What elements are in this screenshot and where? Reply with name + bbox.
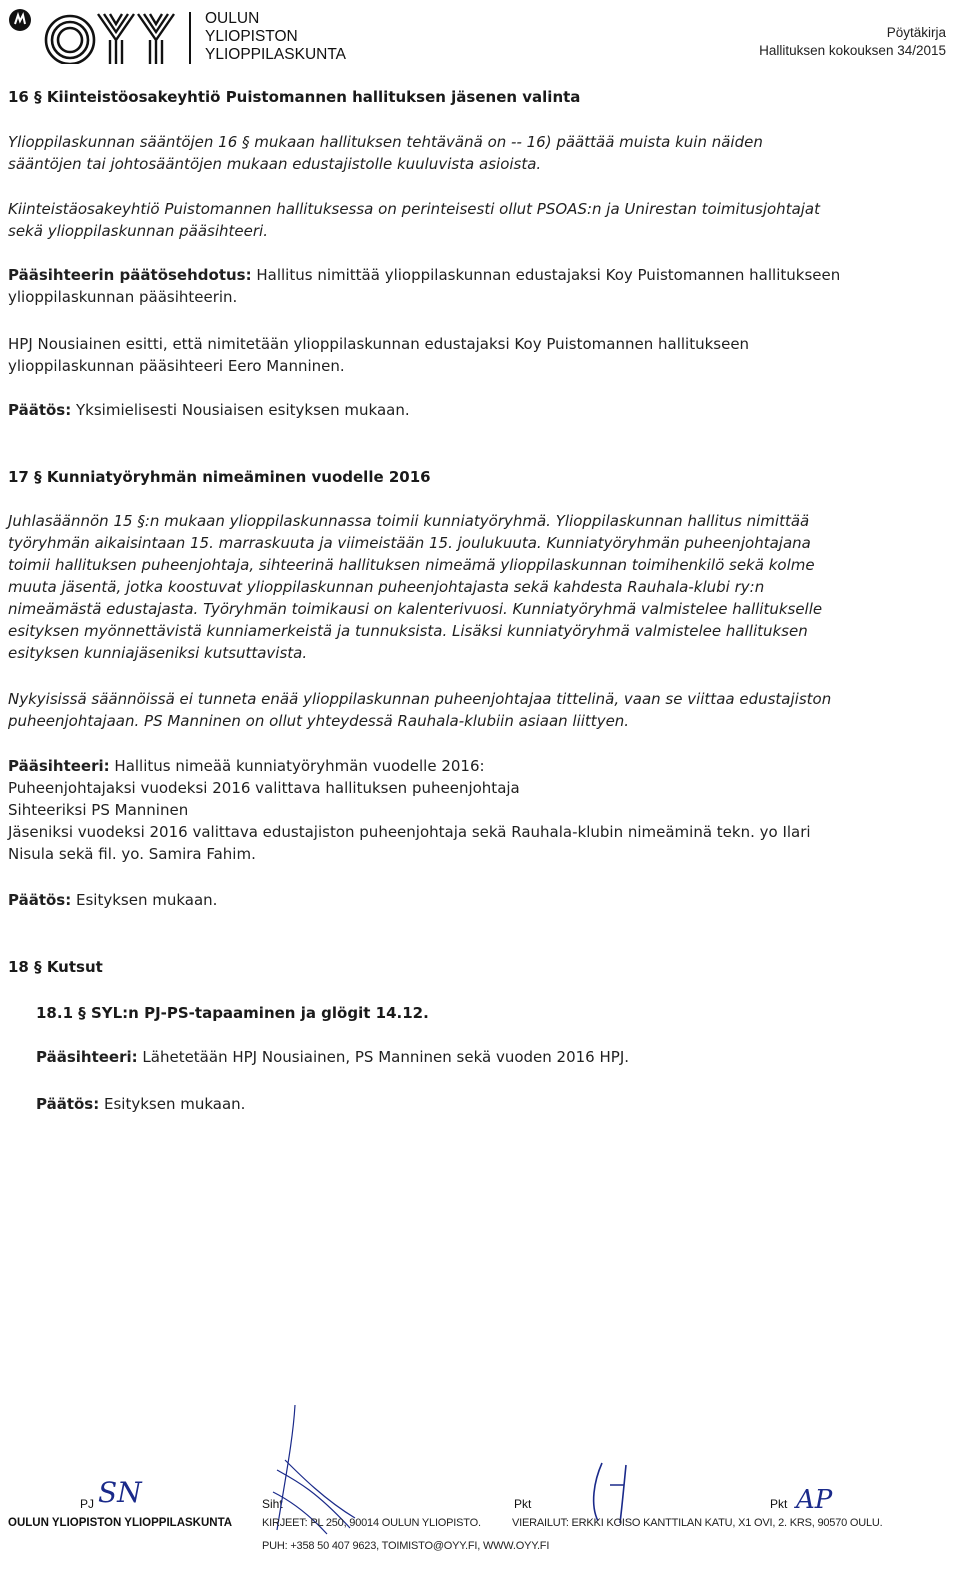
s17-paragraph-1 xyxy=(8,510,940,664)
text-line: muuta jäsentä, jotka koostuvat ylioppilaskunnan puheenjohtajasta sekä kahdesta Rauhala-klubi ry:n xyxy=(8,578,765,596)
section-18-title: 18 § Kutsut xyxy=(8,958,103,976)
footer-contact: PUH: +358 50 407 9623, TOIMISTO@OYY.FI, WWW.OYY.FI xyxy=(262,1540,550,1552)
doc-type: Pöytäkirja xyxy=(886,25,946,40)
s17-decision xyxy=(8,889,940,911)
s17-proposal xyxy=(8,755,940,865)
sig-label-pkt-1: Pkt xyxy=(514,1497,532,1511)
decision-label: Päätös: xyxy=(8,891,72,909)
signature-pj xyxy=(94,1470,164,1510)
text-line: Hallitus nimittää ylioppilaskunnan edustajaksi Koy Puistomannen hallitukseen xyxy=(251,266,841,284)
text-line: nimeämästä edustajasta. Työryhmän toimikausi on kalenterivuosi. Kunniatyöryhmä valmistelee hallitukselle xyxy=(8,600,823,618)
text-line: HPJ Nousiainen esitti, että nimitetään ylioppilaskunnan edustajaksi Koy Puistomannen hallitukseen xyxy=(8,335,750,353)
text-line: Ylioppilaskunnan sääntöjen 16 § mukaan hallituksen tehtävänä on -- 16) päättää muista kuin näiden xyxy=(8,133,763,151)
signature-initials: AP xyxy=(796,1485,833,1515)
s16-paragraph-4 xyxy=(8,333,940,377)
proposal-label: Pääsihteeri: xyxy=(8,757,110,775)
signature-initials: SN xyxy=(98,1476,142,1509)
meeting-number: Hallituksen kokouksen 34/2015 xyxy=(759,43,946,58)
text-line: Nisula sekä fil. yo. Samira Fahim. xyxy=(8,845,256,863)
decision-text: Yksimielisesti Nousiaisen esityksen mukaan. xyxy=(71,401,410,419)
org-name xyxy=(205,10,346,64)
oyy-logo xyxy=(6,6,196,64)
s16-paragraph-2 xyxy=(8,198,940,242)
decision-label: Päätös: xyxy=(36,1095,100,1113)
text-line: ylioppilaskunnan pääsihteerin. xyxy=(8,288,238,306)
proposal-text: Lähetetään HPJ Nousiainen, PS Manninen sekä vuoden 2016 HPJ. xyxy=(137,1048,630,1066)
section-17-title: 17 § Kunniatyöryhmän nimeäminen vuodelle 2016 xyxy=(8,468,431,486)
s18-decision xyxy=(36,1093,936,1115)
text-line: toimii hallituksen puheenjohtaja, sihteerinä hallituksen nimeämä ylioppilaskunnan toimihenkilö sekä kolme xyxy=(8,556,815,574)
s16-paragraph-1 xyxy=(8,131,940,175)
text-line: Juhlasäännön 15 §:n mukaan ylioppilaskunnassa toimii kunniatyöryhmä. Ylioppilaskunnan hallitus nimittää xyxy=(8,512,810,530)
org-line: YLIOPISTON xyxy=(205,28,298,45)
org-line: YLIOPPILASKUNTA xyxy=(205,46,346,63)
s18-proposal xyxy=(36,1046,936,1068)
text-line: Jäseniksi vuodeksi 2016 valittava edustajiston puheenjohtaja sekä Rauhala-klubin nimeäminä tekn. yo Ilari xyxy=(8,823,811,841)
proposal-label: Pääsihteerin päätösehdotus: xyxy=(8,266,252,284)
text-line: ylioppilaskunnan pääsihteeri Eero Manninen. xyxy=(8,357,345,375)
s17-paragraph-2 xyxy=(8,688,940,732)
decision-text: Esityksen mukaan. xyxy=(71,891,218,909)
s16-decision xyxy=(8,399,940,421)
footer-visiting-address: VIERAILUT: ERKKI KOISO KANTTILAN KATU, X1 OVI, 2. KRS, 90570 OULU. xyxy=(512,1517,883,1529)
text-line: työryhmän aikaisintaan 15. marraskuuta ja viimeistään 15. joulukuuta. Kunniatyöryhmän puheenjohtajana xyxy=(8,534,811,552)
text-line: Hallitus nimeää kunniatyöryhmän vuodelle 2016: xyxy=(109,757,485,775)
sig-label-pj: PJ xyxy=(80,1497,95,1511)
proposal-label: Pääsihteeri: xyxy=(36,1048,138,1066)
document-meta xyxy=(759,24,946,60)
footer-postal-address: KIRJEET: PL 250, 90014 OULUN YLIOPISTO. xyxy=(262,1517,481,1529)
footer-organization: OULUN YLIOPISTON YLIOPPILASKUNTA xyxy=(8,1517,233,1529)
text-line: Nykyisissä säännöissä ei tunneta enää ylioppilaskunnan puheenjohtajaa tittelinä, vaan se viittaa edustajiston xyxy=(8,690,832,708)
section-18-1-title: 18.1 § SYL:n PJ-PS-tapaaminen ja glögit 14.12. xyxy=(36,1004,429,1022)
text-line: Puheenjohtajaksi vuodeksi 2016 valittava hallituksen puheenjohtaja xyxy=(8,779,520,797)
text-line: puheenjohtajaan. PS Manninen on ollut yhteydessä Rauhala-klubiin asiaan liittyen. xyxy=(8,712,630,730)
decision-text: Esityksen mukaan. xyxy=(99,1095,246,1113)
section-16-title: 16 § Kiinteistöosakeyhtiö Puistomannen hallituksen jäsenen valinta xyxy=(8,88,581,106)
text-line: esityksen kunniajäseniksi kutsuttavista. xyxy=(8,644,308,662)
text-line: esityksen myönnettävistä kunniamerkeistä ja tunnuksista. Lisäksi kunniatyöryhmä valmistelee hallituksen xyxy=(8,622,808,640)
s16-proposal xyxy=(8,264,940,308)
text-line: sekä ylioppilaskunnan pääsihteeri. xyxy=(8,222,268,240)
text-line: Kiinteistäosakeyhtiö Puistomannen hallituksessa on perinteisesti ollut PSOAS:n ja Unirestan toimitusjohtajat xyxy=(8,200,821,218)
text-line: sääntöjen tai johtosääntöjen mukaan edustajistolle kuuluvista asioista. xyxy=(8,155,542,173)
sig-label-siht: Siht xyxy=(262,1497,283,1511)
org-line: OULUN xyxy=(205,10,260,27)
text-line: Sihteeriksi PS Manninen xyxy=(8,801,189,819)
decision-label: Päätös: xyxy=(8,401,72,419)
sig-label-pkt-2: Pkt xyxy=(770,1497,788,1511)
